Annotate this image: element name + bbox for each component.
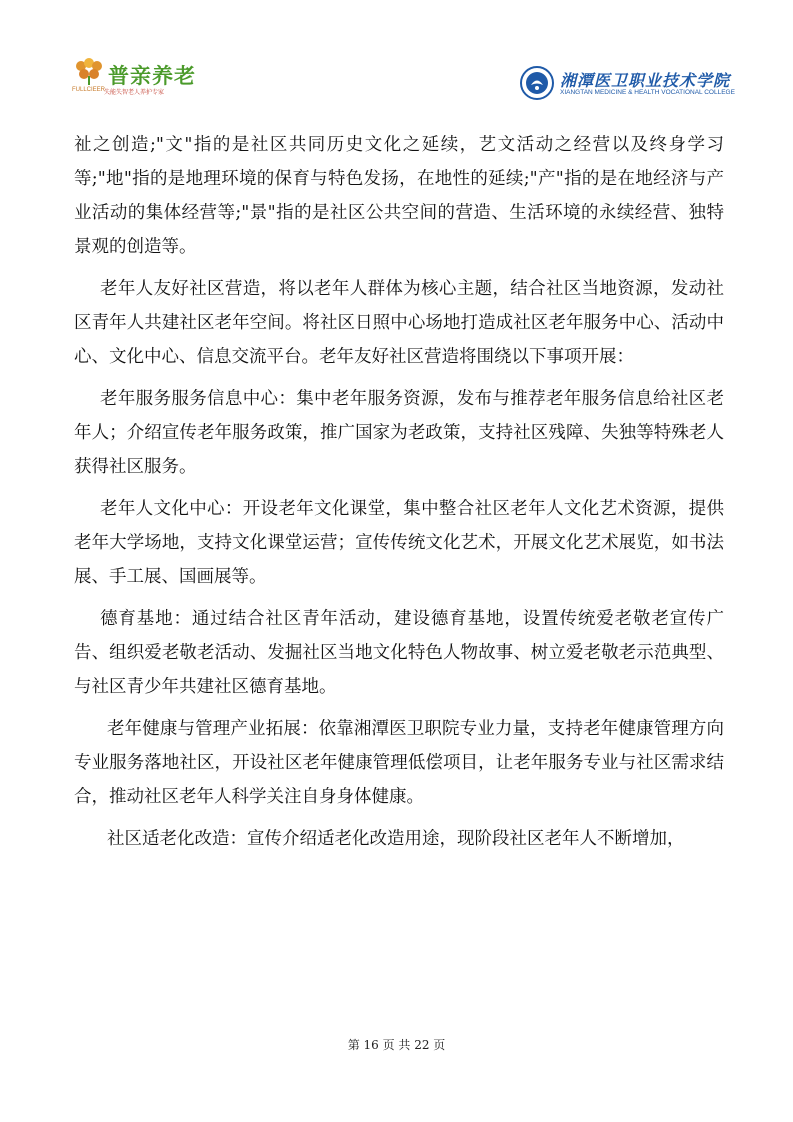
page-header — [0, 0, 793, 112]
paragraph: 老年服务服务信息中心：集中老年服务资源，发布与推荐老年服务信息给社区老年人；介绍宣传老年服务政策，推广国家为老政策，支持社区残障、失独等特殊老人获得社区服务。 — [74, 389, 724, 477]
paragraph: 老年人文化中心：开设老年文化课堂，集中整合社区老年人文化艺术资源，提供老年大学场地，支持文化课堂运营；宣传传统文化艺术，开展文化艺术展览，如书法展、手工展、国画展等。 — [74, 499, 724, 587]
paragraph: 祉之创造;"文"指的是社区共同历史文化之延续，艺文活动之经营以及终身学习等;"地"指的是地理环境的保育与特色发扬，在地性的延续;"产"指的是在地经济与产业活动的集体经营等;"景"指的是社区公共空间的营造、生活环境的永续经营、独特景观的创造等。 — [74, 135, 724, 257]
college-english-name: XIANGTAN MEDICINE & HEALTH VOCATIONAL COLLEGE — [560, 89, 735, 96]
brand-english: FULLCIEER — [72, 87, 106, 93]
flower-logo-icon — [72, 58, 106, 86]
paragraph: 老年人友好社区营造，将以老年人群体为核心主题，结合社区当地资源，发动社区青年人共建社区老年空间。将社区日照中心场地打造成社区老年服务中心、活动中心、文化中心、信息交流平台。老年友好社区营造将围绕以下事项开展： — [74, 279, 724, 367]
document-body — [74, 128, 724, 864]
college-seal-icon — [520, 66, 554, 100]
college-logo — [520, 66, 735, 106]
college-name: 湘潭医卫职业技术学院 — [560, 71, 731, 90]
page-number: 第 16 页 共 22 页 — [347, 1038, 446, 1052]
paragraph: 老年健康与管理产业拓展：依靠湘潭医卫职院专业力量，支持老年健康管理方向专业服务落地社区，开设社区老年健康管理低偿项目，让老年服务专业与社区需求结合，推动社区老年人科学关注自身身体健康。 — [74, 719, 724, 807]
brand-tagline: 失能失智老人养护专家 — [104, 89, 165, 96]
puqin-logo — [72, 58, 212, 98]
paragraph: 社区适老化改造：宣传介绍适老化改造用途，现阶段社区老年人不断增加， — [107, 829, 685, 849]
paragraph: 德育基地：通过结合社区青年活动，建设德育基地，设置传统爱老敬老宣传广告、组织爱老敬老活动、发掘社区当地文化特色人物故事、树立爱老敬老示范典型、与社区青少年共建社区德育基地。 — [74, 609, 724, 697]
brand-name: 普亲养老 — [108, 64, 196, 88]
